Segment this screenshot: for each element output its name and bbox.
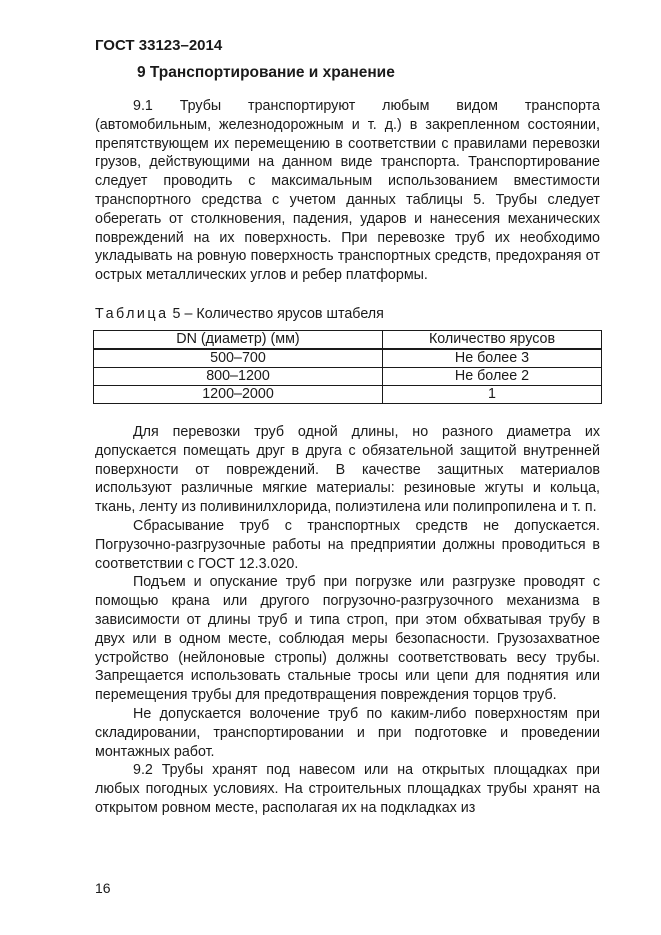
- table-header-row: [94, 331, 602, 350]
- page-number: 16: [95, 880, 111, 896]
- table-row: [94, 386, 602, 404]
- paragraph-lifting: Подъем и опускание труб при погрузке или разгрузке проводят с помощью крана или другого погрузочно-разгрузочного механизма в зависимости от длины труб и типа строп, при этом обхватывая трубу в двух или в одном месте, соблюдая меры безопасности. Грузозахватное устройство (нейлоновые стропы) должны соответствовать весу трубы. Запрещается использовать стальные тросы или цепи для поднятия или перемещения трубы для предотвращения повреждения торцов труб.: [95, 574, 600, 704]
- paragraph-dropping: Сбрасывание труб с транспортных средств не допускается. Погрузочно-разгрузочные работы на предприятии должны проводиться в соответствии с ГОСТ 12.3.020.: [95, 517, 600, 572]
- table-cell-tiers: Не более 3: [383, 349, 602, 368]
- table-cell-tiers: Не более 2: [383, 368, 602, 386]
- document-code-header: ГОСТ 33123–2014: [95, 37, 223, 54]
- text-block-transport: [95, 97, 600, 285]
- section-title: 9 Транспортирование и хранение: [137, 64, 395, 81]
- table-row: [94, 349, 602, 368]
- table-cell-diameter: 500–700: [94, 349, 383, 368]
- paragraph-9-1: 9.1 Трубы транспортируют любым видом транспорта (автомобильным, железнодорожным и т. д.) в закрепленном состоянии, препятствующем их перемещению в соответствии с правилами перевозки грузов, действующими на данном виде транспорта. Транспортирование следует проводить с максимальным использованием вместимости транспортного средства с учетом данных таблицы 5. Трубы следует оберегать от столкновения, падения, ударов и нанесения механических повреждений на их поверхность. При перевозке труб их необходимо укладывать на ровную поверхность транспортных средств, предохраняя от острых металлических углов и ребер платформы.: [95, 98, 600, 284]
- table-caption-word: Таблица: [95, 306, 169, 322]
- table-caption-text: 5 – Количество ярусов штабеля: [172, 306, 384, 322]
- paragraph-nesting: Для перевозки труб одной длины, но разного диаметра их допускается помещать друг в друга с обязательной защитой внутренней поверхности от повреждений. В качестве защитных материалов используют различные мягкие материалы: резиновые жгуты и кольца, ткань, ленту из поливинилхлорида, полиэтилена или полипропилена и т. п.: [95, 424, 600, 516]
- table-cell-diameter: 1200–2000: [94, 386, 383, 404]
- paragraph-9-2: 9.2 Трубы хранят под навесом или на открытых площадках при любых погодных условиях. На строительных площадках трубы хранят на открытом ровном месте, располагая их на подкладках из: [95, 762, 600, 816]
- table-cell-tiers: 1: [383, 386, 602, 404]
- column-header-diameter: DN (диаметр) (мм): [94, 331, 383, 350]
- stack-tiers-table: [93, 330, 602, 404]
- table-row: [94, 368, 602, 386]
- paragraph-dragging: Не допускается волочение труб по каким-либо поверхностям при складировании, транспортировании и при подготовке и проведении монтажных работ.: [95, 705, 600, 760]
- table-caption: [95, 306, 384, 322]
- text-block-handling: [95, 423, 600, 818]
- table-cell-diameter: 800–1200: [94, 368, 383, 386]
- column-header-tiers: Количество ярусов: [383, 331, 602, 350]
